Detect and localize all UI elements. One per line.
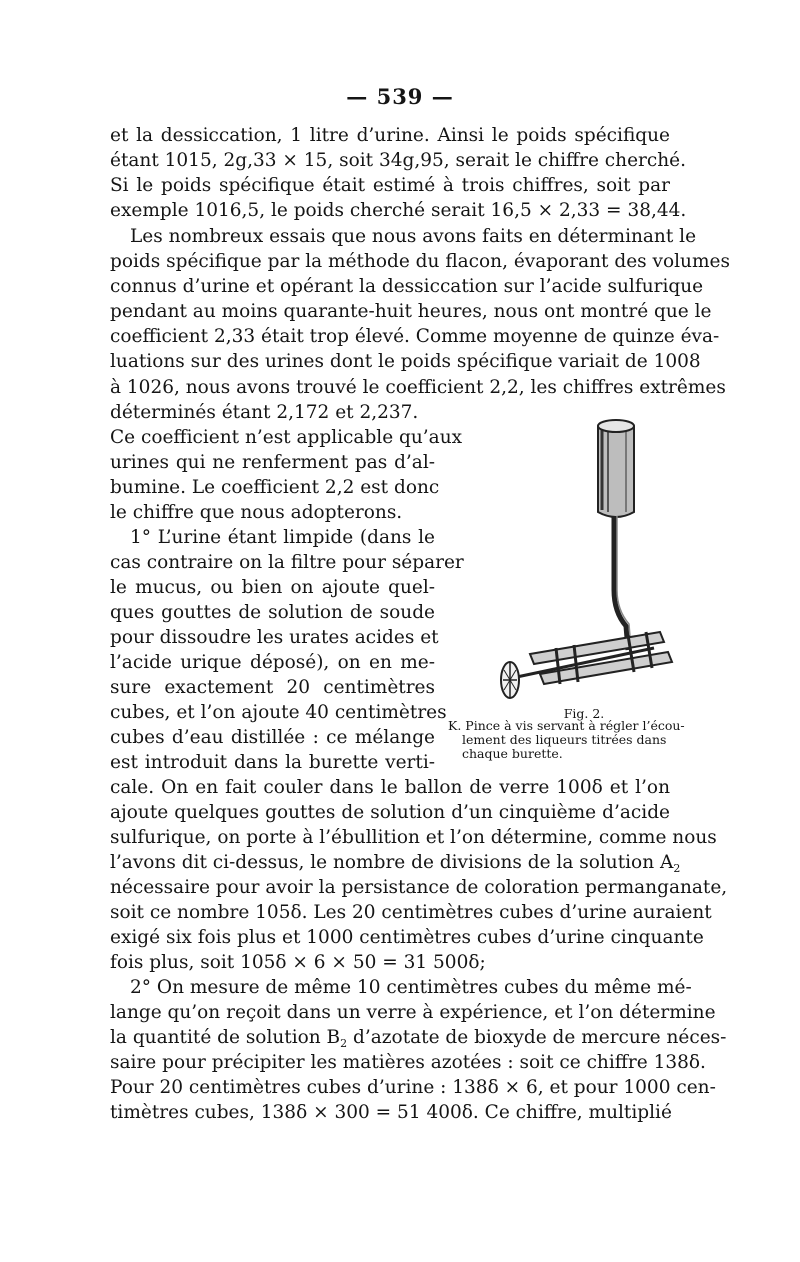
caption-line: chaque burette.	[462, 746, 563, 761]
text-line: 1° L’urine étant limpide (dans le	[130, 527, 435, 548]
text-line: nécessaire pour avoir la persistance de coloration permanganate,	[110, 877, 728, 898]
caption-line: K. Pince à vis servant à régler l’écou-	[448, 718, 685, 733]
text-line: bumine. Le coefficient 2,2 est donc	[110, 477, 440, 498]
caption-line: lement des liqueurs titrées dans	[462, 732, 667, 747]
text-line: ques gouttes de solution de soude	[110, 602, 435, 623]
text-fragment: d’azotate de bioxyde de mercure néces-	[347, 1027, 727, 1048]
text-line: lange qu’on reçoit dans un verre à expérience, et l’on détermine	[110, 1002, 716, 1023]
text-line: poids spécifique par la méthode du flacon, évaporant des volumes	[110, 251, 730, 272]
text-line: à 1026, nous avons trouvé le coefficient 2,2, les chiffres extrêmes	[110, 377, 726, 398]
text-line	[110, 851, 680, 875]
text-line: sure exactement 20 centimètres	[110, 677, 435, 698]
figure-caption	[448, 719, 698, 761]
text-line: ajoute quelques gouttes de solution d’un cinquième d’acide	[110, 802, 670, 823]
text-line: soit ce nombre 105δ. Les 20 centimètres cubes d’urine auraient	[110, 902, 712, 923]
text-line: pendant au moins quarante-huit heures, nous ont montré que le	[110, 301, 712, 322]
text-line: timètres cubes, 138δ × 300 = 51 400δ. Ce chiffre, multiplié	[110, 1102, 672, 1123]
text-line: le mucus, ou bien on ajoute quel-	[110, 577, 435, 598]
text-line: cale. On en fait couler dans le ballon de verre 100δ et l’on	[110, 777, 670, 798]
text-line: déterminés étant 2,172 et 2,237.	[110, 402, 419, 423]
text-line: Ce coefficient n’est applicable qu’aux	[110, 427, 463, 448]
text-line: et la dessiccation, 1 litre d’urine. Ainsi le poids spécifique	[110, 125, 670, 146]
text-line: cubes d’eau distillée : ce mélange	[110, 727, 435, 748]
text-line: saire pour précipiter les matières azotées : soit ce chiffre 138δ.	[110, 1052, 706, 1073]
text-line: coefficient 2,33 était trop élevé. Comme moyenne de quinze éva-	[110, 326, 720, 347]
text-line: Si le poids spécifique était estimé à trois chiffres, soit par	[110, 175, 670, 196]
text-line: urines qui ne renferment pas d’al-	[110, 452, 435, 473]
burette-clamp-illustration	[478, 412, 688, 712]
text-fragment: l’avons dit ci-dessus, le nombre de divisions de la solution A	[110, 852, 674, 873]
text-line: sulfurique, on porte à l’ébullition et l’on détermine, comme nous	[110, 827, 717, 848]
text-line: connus d’urine et opérant la dessiccation sur l’acide sulfurique	[110, 276, 704, 297]
text-line: le chiffre que nous adopterons.	[110, 502, 403, 523]
text-line: Pour 20 centimètres cubes d’urine : 138δ × 6, et pour 1000 cen-	[110, 1077, 716, 1098]
text-line: cas contraire on la filtre pour séparer	[110, 552, 464, 573]
figure-burette-clamp	[478, 412, 688, 712]
text-line: étant 1015, 2g,33 × 15, soit 34g,95, serait le chiffre cherché.	[110, 150, 686, 171]
text-line: est introduit dans la burette verti-	[110, 752, 435, 773]
text-line: exemple 1016,5, le poids cherché serait 16,5 × 2,33 = 38,44.	[110, 200, 687, 221]
text-line: fois plus, soit 105δ × 6 × 50 = 31 500δ;	[110, 952, 486, 973]
text-line: exigé six fois plus et 1000 centimètres cubes d’urine cinquante	[110, 927, 704, 948]
text-line: 2° On mesure de même 10 centimètres cubes du même mé-	[130, 977, 692, 998]
text-line	[110, 1026, 726, 1050]
text-line: cubes, et l’on ajoute 40 centimètres	[110, 702, 447, 723]
subscript: 2	[340, 1037, 348, 1050]
text-line: l’acide urique déposé), on en me-	[110, 652, 435, 673]
figure-label: Fig. 2.	[563, 706, 605, 721]
subscript: 2	[673, 862, 681, 875]
text-line: Les nombreux essais que nous avons faits en déterminant le	[130, 226, 697, 247]
text-line: luations sur des urines dont le poids spécifique variait de 1008	[110, 351, 701, 372]
text-line: pour dissoudre les urates acides et	[110, 627, 439, 648]
text-fragment: la quantité de solution B	[110, 1027, 341, 1048]
page-number: — 539 —	[346, 84, 454, 109]
